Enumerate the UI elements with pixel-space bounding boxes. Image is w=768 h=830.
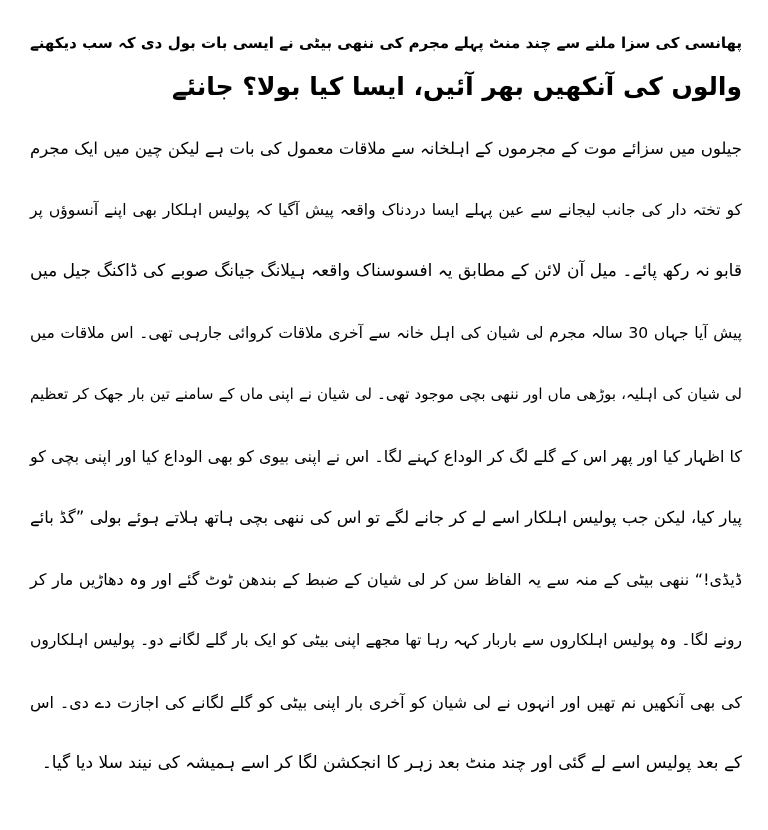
body-line: رونے لگا۔ وہ پولیس اہلکاروں سے باربار کہہ رہا تھا مجھے اپنی بیٹی کو ایک بار گلے لگانے دو۔ پولیس اہلکاروں — [30, 631, 742, 649]
body-line: پیش آیا جہاں 30 سالہ مجرم لی شیان کی اہل خانہ سے آخری ملاقات کروائی جارہی تھی۔ اس ملاقات میں — [30, 323, 742, 342]
body-line: کے بعد پولیس اسے لے گئی اور چند منٹ بعد زہر کا انجکشن لگا کر اسے ہمیشہ کی نیند سلا دیا گیا۔ — [41, 753, 742, 773]
headline — [30, 22, 742, 108]
body-line: کو تختہ دار کی جانب لیجانے سے عین پہلے ایسا دردناک واقعہ پیش آگیا کہ پولیس اہلکار بھی اپنے آنسوؤں پر — [30, 200, 742, 219]
headline-line: پھانسی کی سزا ملنے سے چند منٹ پہلے مجرم کی ننھی بیٹی نے ایسی بات بول دی کہ سب دیکھنے — [30, 34, 742, 52]
headline-line: والوں کی آنکھیں بھر آئیں، ایسا کیا بولا؟ جانئے — [171, 72, 742, 101]
body-line: کا اظہار کیا اور پھر اس کے گلے لگ کر الوداع کہنے لگا۔ اس نے اپنی بیوی کو بھی الوداع کیا اور اپنی بچی کو — [30, 446, 742, 466]
body-line: لی شیان کی اہلیہ، بوڑھی ماں اور ننھی بچی موجود تھی۔ لی شیان نے اپنی ماں کے سامنے تین بار جھک کر تعظیم — [30, 385, 742, 403]
body-line: قابو نہ رکھ پائے۔ میل آن لائن کے مطابق یہ افسوسناک واقعہ ہیلانگ جیانگ صوبے کی ڈاکنگ جیل میں — [30, 261, 742, 281]
body-line: پیار کیا، لیکن جب پولیس اہلکار اسے لے کر جانے لگے تو اس کی ننھی بچی ہاتھ ہلاتے ہوئے بولی ”گڈ بائے — [30, 508, 742, 527]
article — [30, 22, 742, 795]
body-line: کی بھی آنکھیں نم تھیں اور انہوں نے لی شیان کو آخری بار اپنی بیٹی کو گلے لگانے کی اجازت دے دی۔ اس — [30, 692, 742, 712]
body-line: جیلوں میں سزائے موت کے مجرموں کے اہلخانہ سے ملاقات معمول کی بات ہے لیکن چین میں ایک مجرم — [30, 139, 742, 158]
article-body — [30, 118, 742, 795]
body-line: ڈیڈی!“ ننھی بیٹی کے منہ سے یہ الفاظ سن کر لی شیان کے ضبط کے بندھن ٹوٹ گئے اور وہ دھاڑیں مار کر — [30, 569, 742, 589]
